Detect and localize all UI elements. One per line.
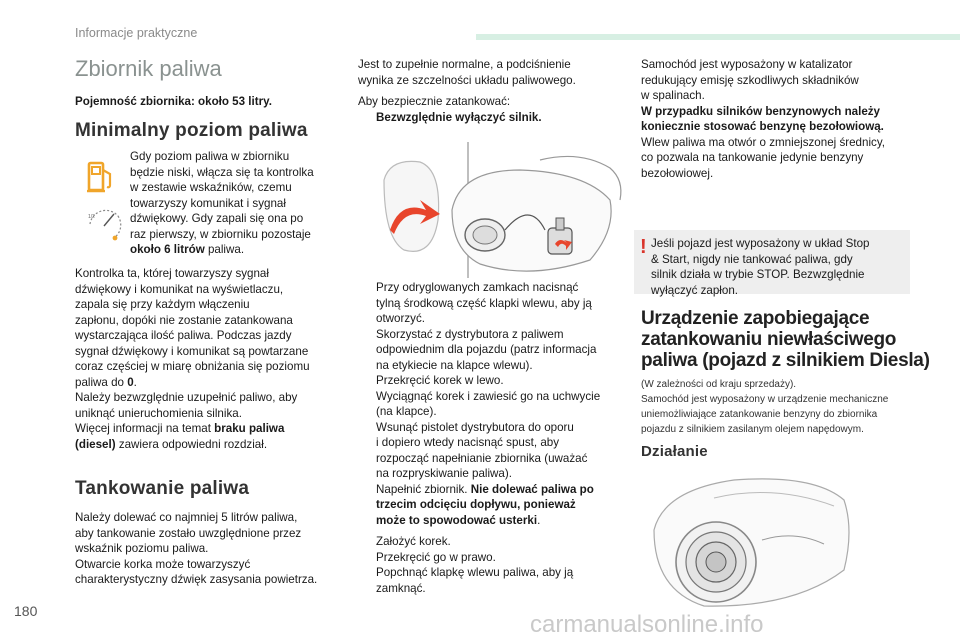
section-header: Informacje praktyczne [75,26,198,40]
page-title: Zbiornik paliwa [75,56,222,81]
text-line: silnik działa w trybie STOP. Bezwzględnie [651,268,865,281]
step-item [358,482,628,529]
bold-text: braku paliwa [214,422,285,435]
text-line: Wlew paliwa ma otwór o zmniejszonej średnicy, [641,135,885,149]
text-line: Należy bezwzględnie uzupełnić paliwo, aby [75,391,298,404]
fuel-gauge-icon [84,204,124,244]
text-line: odpowiednim dla pojazdu (patrz informacja [376,343,597,356]
step-item [358,565,628,596]
heading-line: paliwa (pojazd z silnikiem Diesla) [641,350,930,371]
bold-text: 0 [127,375,134,389]
text: Więcej informacji na temat [75,422,215,435]
text-line: (na klapce). [376,405,437,418]
text-line: Aby bezpiecznie zatankować: [358,95,511,108]
text-line: zamknąć. [376,581,426,595]
text-line: w spalinach. [641,89,705,102]
steps-list [358,280,628,596]
text: zawiera odpowiedni rozdział. [115,437,268,451]
step-item [358,534,628,550]
text-line: Wyciągnąć korek i zawiesić go na uchwycie [376,389,601,403]
text-line [376,513,628,529]
misfuel-device-text [641,377,941,437]
text-line: koniecznie stosować benzynę bezołowiową. [641,120,884,133]
warning-text [651,236,911,298]
text-line: Samochód jest wyposażony w urządzenie mechaniczne [641,394,889,405]
text-line: Otwarcie korka może towarzyszyć [75,557,251,571]
text-line: tylną środkową część klapki wlewu, aby ją [376,296,592,310]
text-line: Wsunąć pistolet dystrybutora do oporu [376,420,574,434]
text-line: na rozpryskiwanie paliwa). [376,467,512,480]
bold-text: około 6 litrów [130,243,205,256]
text-line: (W zależności od kraju sprzedaży). [641,379,797,390]
text-line: wynika ze szczelności układu paliwowego. [358,73,576,87]
bold-text: (diesel) [75,437,116,451]
text-line: uniknąć unieruchomienia silnika. [75,406,242,420]
text-line: Kontrolka ta, której towarzyszy sygnał [75,267,269,280]
bold-text: Bezwzględnie wyłączyć silnik. [376,110,542,124]
misfuel-device-heading [641,308,941,371]
text-line [75,421,355,437]
step-item [358,280,628,327]
refuel-body [75,510,355,588]
bold-text: może to spowodować usterki [376,513,538,527]
text: paliwa. [204,243,245,256]
text-line: & Start, nigdy nie tankować paliwa, gdy [651,252,853,266]
page-number: 180 [14,603,38,619]
step-item [358,550,628,566]
text-line: Samochód jest wyposażony w katalizator [641,58,853,71]
fuel-flap-illustration [380,140,630,280]
text-line: sygnał dźwiękowy i komunikat są powtarzane [75,344,309,358]
text-line: redukujący emisję szkodliwych składników [641,73,859,87]
text-line: pojazdu z silnikiem zasilanym olejem napędowym. [641,424,864,435]
step-item [358,373,628,389]
text-line: Skorzystać z dystrybutora z paliwem [376,327,564,341]
step-item [358,327,628,374]
watermark: carmanualsonline.info [530,611,764,638]
text-line [376,482,628,498]
heading-line: zatankowaniu niewłaściwego [641,329,897,350]
text-line: wskaźnik poziomu paliwa. [75,542,209,555]
text-line: coraz częściej w miarę obniżania się poziomu [75,360,310,373]
text-line: i dopiero wtedy nacisnąć spust, aby [376,436,560,449]
diesel-filler-illustration [644,470,854,610]
text-line: bezołowiowej. [641,166,714,180]
text-line: w zestawie wskaźników, czemu [130,181,292,194]
min-level-intro [130,149,350,258]
min-level-body [75,266,355,452]
text-line: Należy dolewać co najmniej 5 litrów paliwa, [75,511,298,524]
text-line: towarzyszy komunikat i sygnał [130,196,286,210]
text-line: Założyć korek. [376,535,451,548]
text-line: Przekręcić go w prawo. [376,550,496,564]
text-line [130,242,350,258]
text-line: wyłączyć zapłon. [651,283,738,297]
text: . [133,375,137,389]
text-line: uniemożliwiające zatankowanie benzyny do zbiornika [641,409,878,420]
text-line: dźwiękowy. Gdy zapali się ona po [130,212,304,225]
text-line: Jest to zupełnie normalne, a podciśnienie [358,58,571,71]
step-item [358,420,628,482]
text-line: charakterystyczny dźwięk zasysania powietrza. [75,573,318,586]
refuel-heading: Tankowanie paliwa [75,478,250,499]
text: Napełnić zbiornik. [376,482,471,496]
warning-icon: ! [640,236,647,258]
text: paliwa do [75,375,128,389]
text-line: W przypadku silników benzynowych należy [641,104,881,118]
gauge-label: 1/2 [88,214,95,220]
min-level-heading: Minimalny poziom paliwa [75,120,308,141]
text: . [537,513,541,527]
bold-text: Nie dolewać paliwa po [470,482,594,496]
fuel-pump-icon [86,160,116,196]
text-line: otworzyć. [376,312,425,325]
text-line: trzecim odcięciu dopływu, ponieważ [376,498,576,511]
text-line: Gdy poziom paliwa w zbiorniku [130,150,290,163]
operation-heading: Działanie [641,443,708,460]
text-line: wystarczająca ilość paliwa. Podczas jazdy [75,329,292,342]
text-line: co pozwala na tankowanie jedynie benzyny [641,151,864,164]
text-line: zapłonu, dopóki nie zostanie zatankowana [75,313,293,327]
text-line: aby tankowanie zostało uwzględnione przez [75,526,302,540]
text-line: rozpocząć napełnianie zbiornika (uważać [376,451,588,465]
catalyst-info [641,57,921,181]
text-line [75,437,355,453]
text-line: Jeśli pojazd jest wyposażony w układ Stop [651,237,870,250]
heading-line: Urządzenie zapobiegające [641,308,870,329]
text-line: raz pierwszy, w zbiorniku pozostaje [130,227,311,241]
text-line: Przy odryglowanych zamkach nacisnąć [376,281,579,294]
text-line: Przekręcić korek w lewo. [376,374,504,387]
text-line: Popchnąć klapkę wlewu paliwa, aby ją [376,566,574,579]
step-item [358,389,628,420]
header-rule [476,34,960,40]
tank-capacity: Pojemność zbiornika: około 53 litry. [75,95,272,108]
text-line: na etykiecie na klapce wlewu). [376,358,533,372]
text-line: będzie niski, włącza się ta kontrolka [130,165,314,179]
middle-intro [358,57,618,125]
text-line: dźwiękowy i komunikat na wyświetlaczu, [75,282,284,296]
step-item [358,110,618,126]
text-line [75,375,355,391]
text-line: zapala się przy każdym włączeniu [75,298,250,311]
